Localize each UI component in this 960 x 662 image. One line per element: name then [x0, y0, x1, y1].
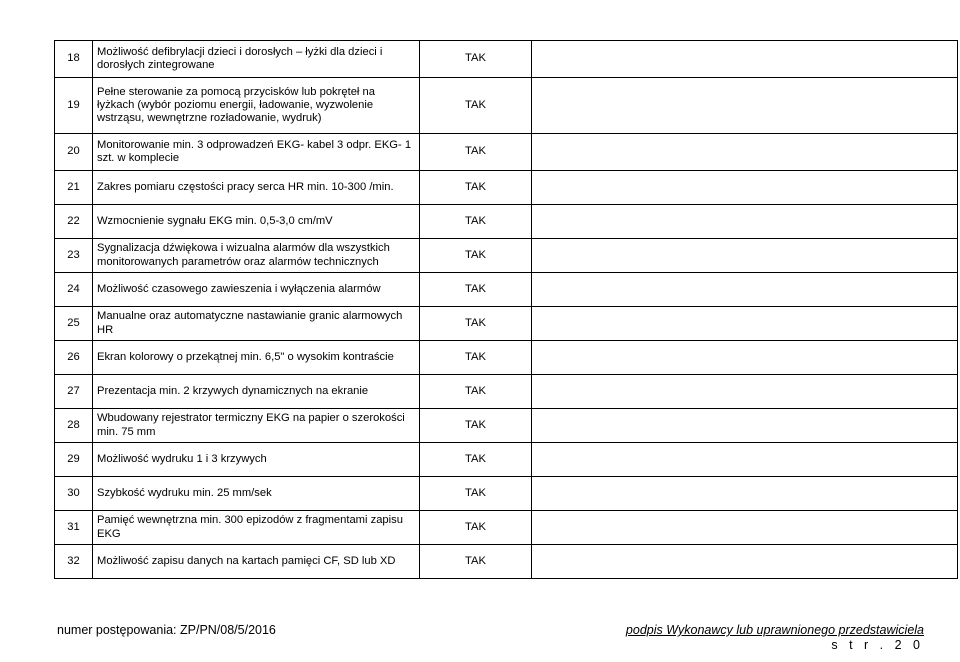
required-value: TAK: [420, 273, 532, 307]
offered-value-cell: [532, 511, 958, 545]
parameter-text: Monitorowanie min. 3 odprowadzeń EKG- kabel 3 odpr. EKG- 1 szt. w komplecie: [93, 134, 420, 171]
table-row: [55, 341, 958, 375]
offered-value-cell: [532, 341, 958, 375]
offered-value-cell: [532, 545, 958, 579]
required-value: TAK: [420, 41, 532, 78]
row-number: 28: [55, 409, 93, 443]
parameter-text: Możliwość defibrylacji dzieci i dorosłych – łyżki dla dzieci i dorosłych zintegrowane: [93, 41, 420, 78]
parameter-text: Pełne sterowanie za pomocą przycisków lub pokręteł na łyżkach (wybór poziomu energii, ładowanie, wyzwolenie wstrząsu, wewnętrzne rozładowanie, wydruk): [93, 78, 420, 134]
parameter-text: Możliwość wydruku 1 i 3 krzywych: [93, 443, 420, 477]
table-row: [55, 477, 958, 511]
table-row: [55, 41, 958, 78]
specification-table: [54, 40, 958, 579]
table-row: [55, 511, 958, 545]
required-value: TAK: [420, 239, 532, 273]
table-row: [55, 409, 958, 443]
required-value: TAK: [420, 78, 532, 134]
row-number: 21: [55, 171, 93, 205]
offered-value-cell: [532, 443, 958, 477]
offered-value-cell: [532, 239, 958, 273]
signature-line: podpis Wykonawcy lub uprawnionego przedstawiciela: [625, 623, 924, 637]
specification-table-body: [55, 41, 958, 579]
offered-value-cell: [532, 41, 958, 78]
offered-value-cell: [532, 78, 958, 134]
table-row: [55, 205, 958, 239]
row-number: 25: [55, 307, 93, 341]
offered-value-cell: [532, 171, 958, 205]
offered-value-cell: [532, 205, 958, 239]
offered-value-cell: [532, 477, 958, 511]
required-value: TAK: [420, 205, 532, 239]
row-number: 22: [55, 205, 93, 239]
row-number: 20: [55, 134, 93, 171]
table-row: [55, 375, 958, 409]
required-value: TAK: [420, 307, 532, 341]
offered-value-cell: [532, 409, 958, 443]
offered-value-cell: [532, 273, 958, 307]
row-number: 19: [55, 78, 93, 134]
row-number: 27: [55, 375, 93, 409]
required-value: TAK: [420, 134, 532, 171]
table-row: [55, 171, 958, 205]
parameter-text: Pamięć wewnętrzna min. 300 epizodów z fragmentami zapisu EKG: [93, 511, 420, 545]
row-number: 32: [55, 545, 93, 579]
required-value: TAK: [420, 171, 532, 205]
parameter-text: Wbudowany rejestrator termiczny EKG na papier o szerokości min. 75 mm: [93, 409, 420, 443]
required-value: TAK: [420, 511, 532, 545]
parameter-text: Sygnalizacja dźwiękowa i wizualna alarmów dla wszystkich monitorowanych parametrów oraz alarmów technicznych: [93, 239, 420, 273]
parameter-text: Możliwość zapisu danych na kartach pamięci CF, SD lub XD: [93, 545, 420, 579]
parameter-text: Zakres pomiaru częstości pracy serca HR min. 10-300 /min.: [93, 171, 420, 205]
required-value: TAK: [420, 375, 532, 409]
offered-value-cell: [532, 307, 958, 341]
required-value: TAK: [420, 341, 532, 375]
table-row: [55, 545, 958, 579]
offered-value-cell: [532, 134, 958, 171]
row-number: 30: [55, 477, 93, 511]
parameter-text: Szybkość wydruku min. 25 mm/sek: [93, 477, 420, 511]
parameter-text: Ekran kolorowy o przekątnej min. 6,5" o wysokim kontraście: [93, 341, 420, 375]
parameter-text: Manualne oraz automatyczne nastawianie granic alarmowych HR: [93, 307, 420, 341]
row-number: 29: [55, 443, 93, 477]
offered-value-cell: [532, 375, 958, 409]
table-row: [55, 273, 958, 307]
table-row: [55, 307, 958, 341]
parameter-text: Wzmocnienie sygnału EKG min. 0,5-3,0 cm/mV: [93, 205, 420, 239]
table-row: [55, 78, 958, 134]
row-number: 18: [55, 41, 93, 78]
row-number: 31: [55, 511, 93, 545]
parameter-text: Możliwość czasowego zawieszenia i wyłączenia alarmów: [93, 273, 420, 307]
required-value: TAK: [420, 409, 532, 443]
table-row: [55, 239, 958, 273]
table-row: [55, 134, 958, 171]
required-value: TAK: [420, 443, 532, 477]
row-number: 26: [55, 341, 93, 375]
case-number: numer postępowania: ZP/PN/08/5/2016: [57, 623, 276, 637]
parameter-text: Prezentacja min. 2 krzywych dynamicznych na ekranie: [93, 375, 420, 409]
page-number: s t r . 2 0: [831, 638, 924, 652]
required-value: TAK: [420, 477, 532, 511]
row-number: 23: [55, 239, 93, 273]
required-value: TAK: [420, 545, 532, 579]
row-number: 24: [55, 273, 93, 307]
table-row: [55, 443, 958, 477]
